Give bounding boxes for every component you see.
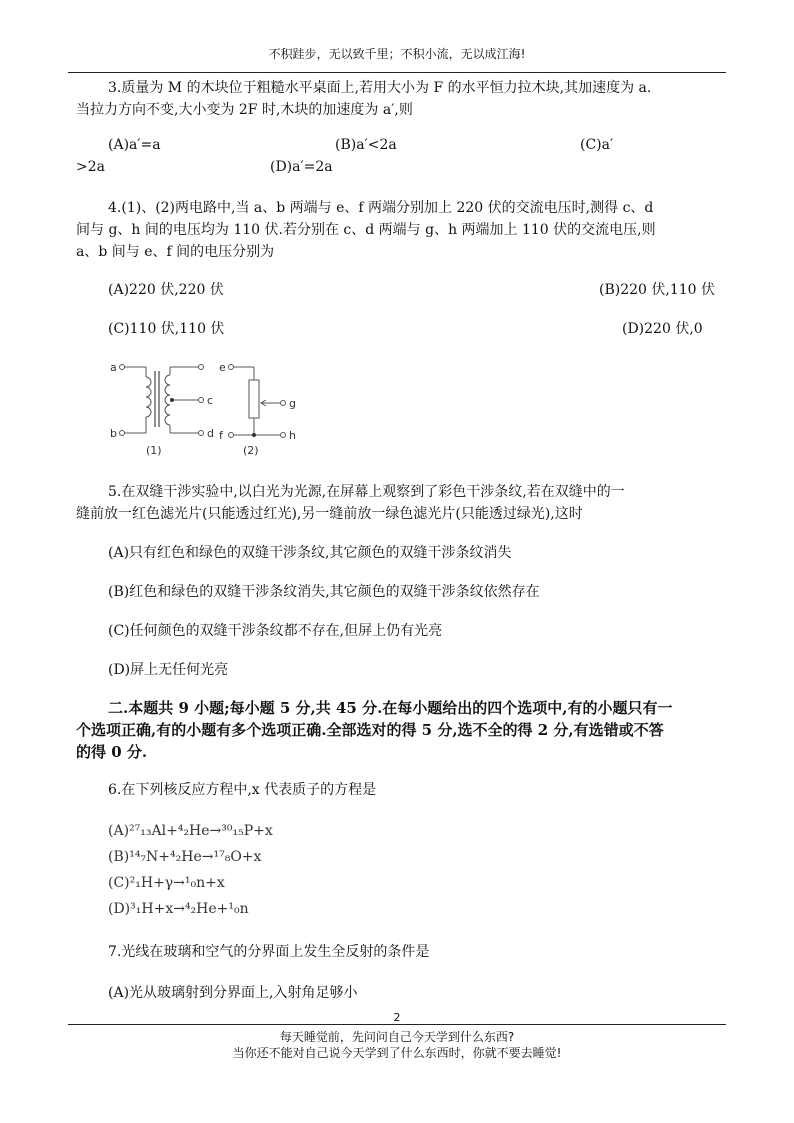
q5-option-d: (D)屏上无任何光亮 [108, 662, 229, 678]
q5-option-c: (C)任何颜色的双缝干涉条纹都不存在,但屏上仍有光亮 [108, 623, 443, 639]
primary-coil [146, 377, 151, 417]
terminal-f [229, 433, 234, 438]
q7-option-a: (A)光从玻璃射到分界面上,入射角足够小 [108, 985, 358, 1001]
label-b: b [110, 427, 117, 440]
q6-option-d: (D)³₁H+x→⁴₂He+¹₀n [108, 901, 249, 917]
header-rule [68, 72, 726, 73]
q4-stem-line3: a、b 间与 e、f 间的电压分别为 [76, 244, 275, 260]
q5-option-b: (B)红色和绿色的双缝干涉条纹消失,其它颜色的双缝干涉条纹依然存在 [108, 584, 540, 600]
header-motto: 不积跬步，无以致千里；不积小流，无以成江海! [268, 47, 526, 61]
terminal-g [281, 401, 286, 406]
q3-option-c: (C)a′ [580, 137, 614, 153]
q4-option-a: (A)220 伏,220 伏 [108, 282, 224, 298]
q3-option-a: (A)a′=a [108, 137, 161, 153]
q6-option-b: (B)¹⁴₇N+⁴₂He→¹⁷₈O+x [108, 849, 262, 865]
rheostat [249, 380, 259, 418]
terminal-h [281, 433, 286, 438]
q4-stem-line1: 4.(1)、(2)两电路中,当 a、b 两端与 e、f 两端分别加上 220 伏的交流电压时,测得 c、d [108, 200, 654, 216]
q6-stem: 6.在下列核反应方程中,x 代表质子的方程是 [108, 782, 377, 798]
label-h: h [289, 429, 296, 442]
page-number: 2 [393, 1011, 401, 1024]
q5-stem-line1: 5.在双缝干涉实验中,以白光为光源,在屏幕上观察到了彩色干涉条纹,若在双缝中的一 [108, 484, 625, 500]
section2-line2: 个选项正确,有的小题有多个选项正确.全部选对的得 5 分,选不全的得 2 分,有选错或不答 [76, 721, 664, 739]
label-a: a [110, 361, 117, 374]
label-c: c [207, 394, 214, 407]
label-d: d [207, 427, 214, 440]
q6-option-a: (A)²⁷₁₃Al+⁴₂He→³⁰₁₅P+x [108, 823, 273, 839]
terminal-c [199, 398, 204, 403]
q5-stem-line2: 缝前放一红色滤光片(只能透过红光),另一缝前放一绿色滤光片(只能透过绿光),这时 [76, 506, 583, 522]
q4-option-d: (D)220 伏,0 [622, 321, 703, 337]
terminal-e [229, 365, 234, 370]
q3-option-c-continued: >2a [76, 159, 105, 175]
q7-stem: 7.光线在玻璃和空气的分界面上发生全反射的条件是 [108, 944, 430, 960]
footer-rule [68, 1024, 726, 1025]
label-g: g [289, 397, 296, 410]
label-e: e [219, 361, 226, 374]
label-f: f [219, 429, 223, 442]
q3-option-d: (D)a′=2a [270, 159, 333, 175]
q4-option-c: (C)110 伏,110 伏 [108, 321, 225, 337]
q3-stem-line1: 3.质量为 M 的木块位于粗糙水平桌面上,若用大小为 F 的水平恒力拉木块,其加速度为 a. [108, 80, 652, 96]
q4-option-b: (B)220 伏,110 伏 [599, 282, 716, 298]
footer-line1: 每天睡觉前，先问问自己今天学到什么东西? [279, 1030, 515, 1044]
q5-option-a: (A)只有红色和绿色的双缝干涉条纹,其它颜色的双缝干涉条纹消失 [108, 545, 512, 561]
terminal-a [120, 365, 125, 370]
q3-stem-line2: 当拉力方向不变,大小变为 2F 时,木块的加速度为 a′,则 [76, 102, 413, 118]
terminal-b [120, 431, 125, 436]
secondary-coil [165, 375, 170, 425]
q4-stem-line2: 间与 g、h 间的电压均为 110 伏.若分别在 c、d 两端与 g、h 两端加上 110 伏的交流电压,则 [76, 222, 656, 238]
q4-circuit-figure [108, 355, 308, 460]
q6-option-c: (C)²₁H+γ→¹₀n+x [108, 875, 225, 891]
terminal-d [199, 431, 204, 436]
caption-2: (2) [243, 444, 259, 457]
section2-line1: 二.本题共 9 小题;每小题 5 分,共 45 分.在每小题给出的四个选项中,有的小题只有一 [108, 699, 673, 717]
footer-line2: 当你还不能对自己说今天学到了什么东西时，你就不要去睡觉! [232, 1046, 562, 1060]
caption-1: (1) [146, 444, 162, 457]
q3-option-b: (B)a′<2a [335, 137, 397, 153]
section2-line3: 的得 0 分. [76, 743, 148, 761]
